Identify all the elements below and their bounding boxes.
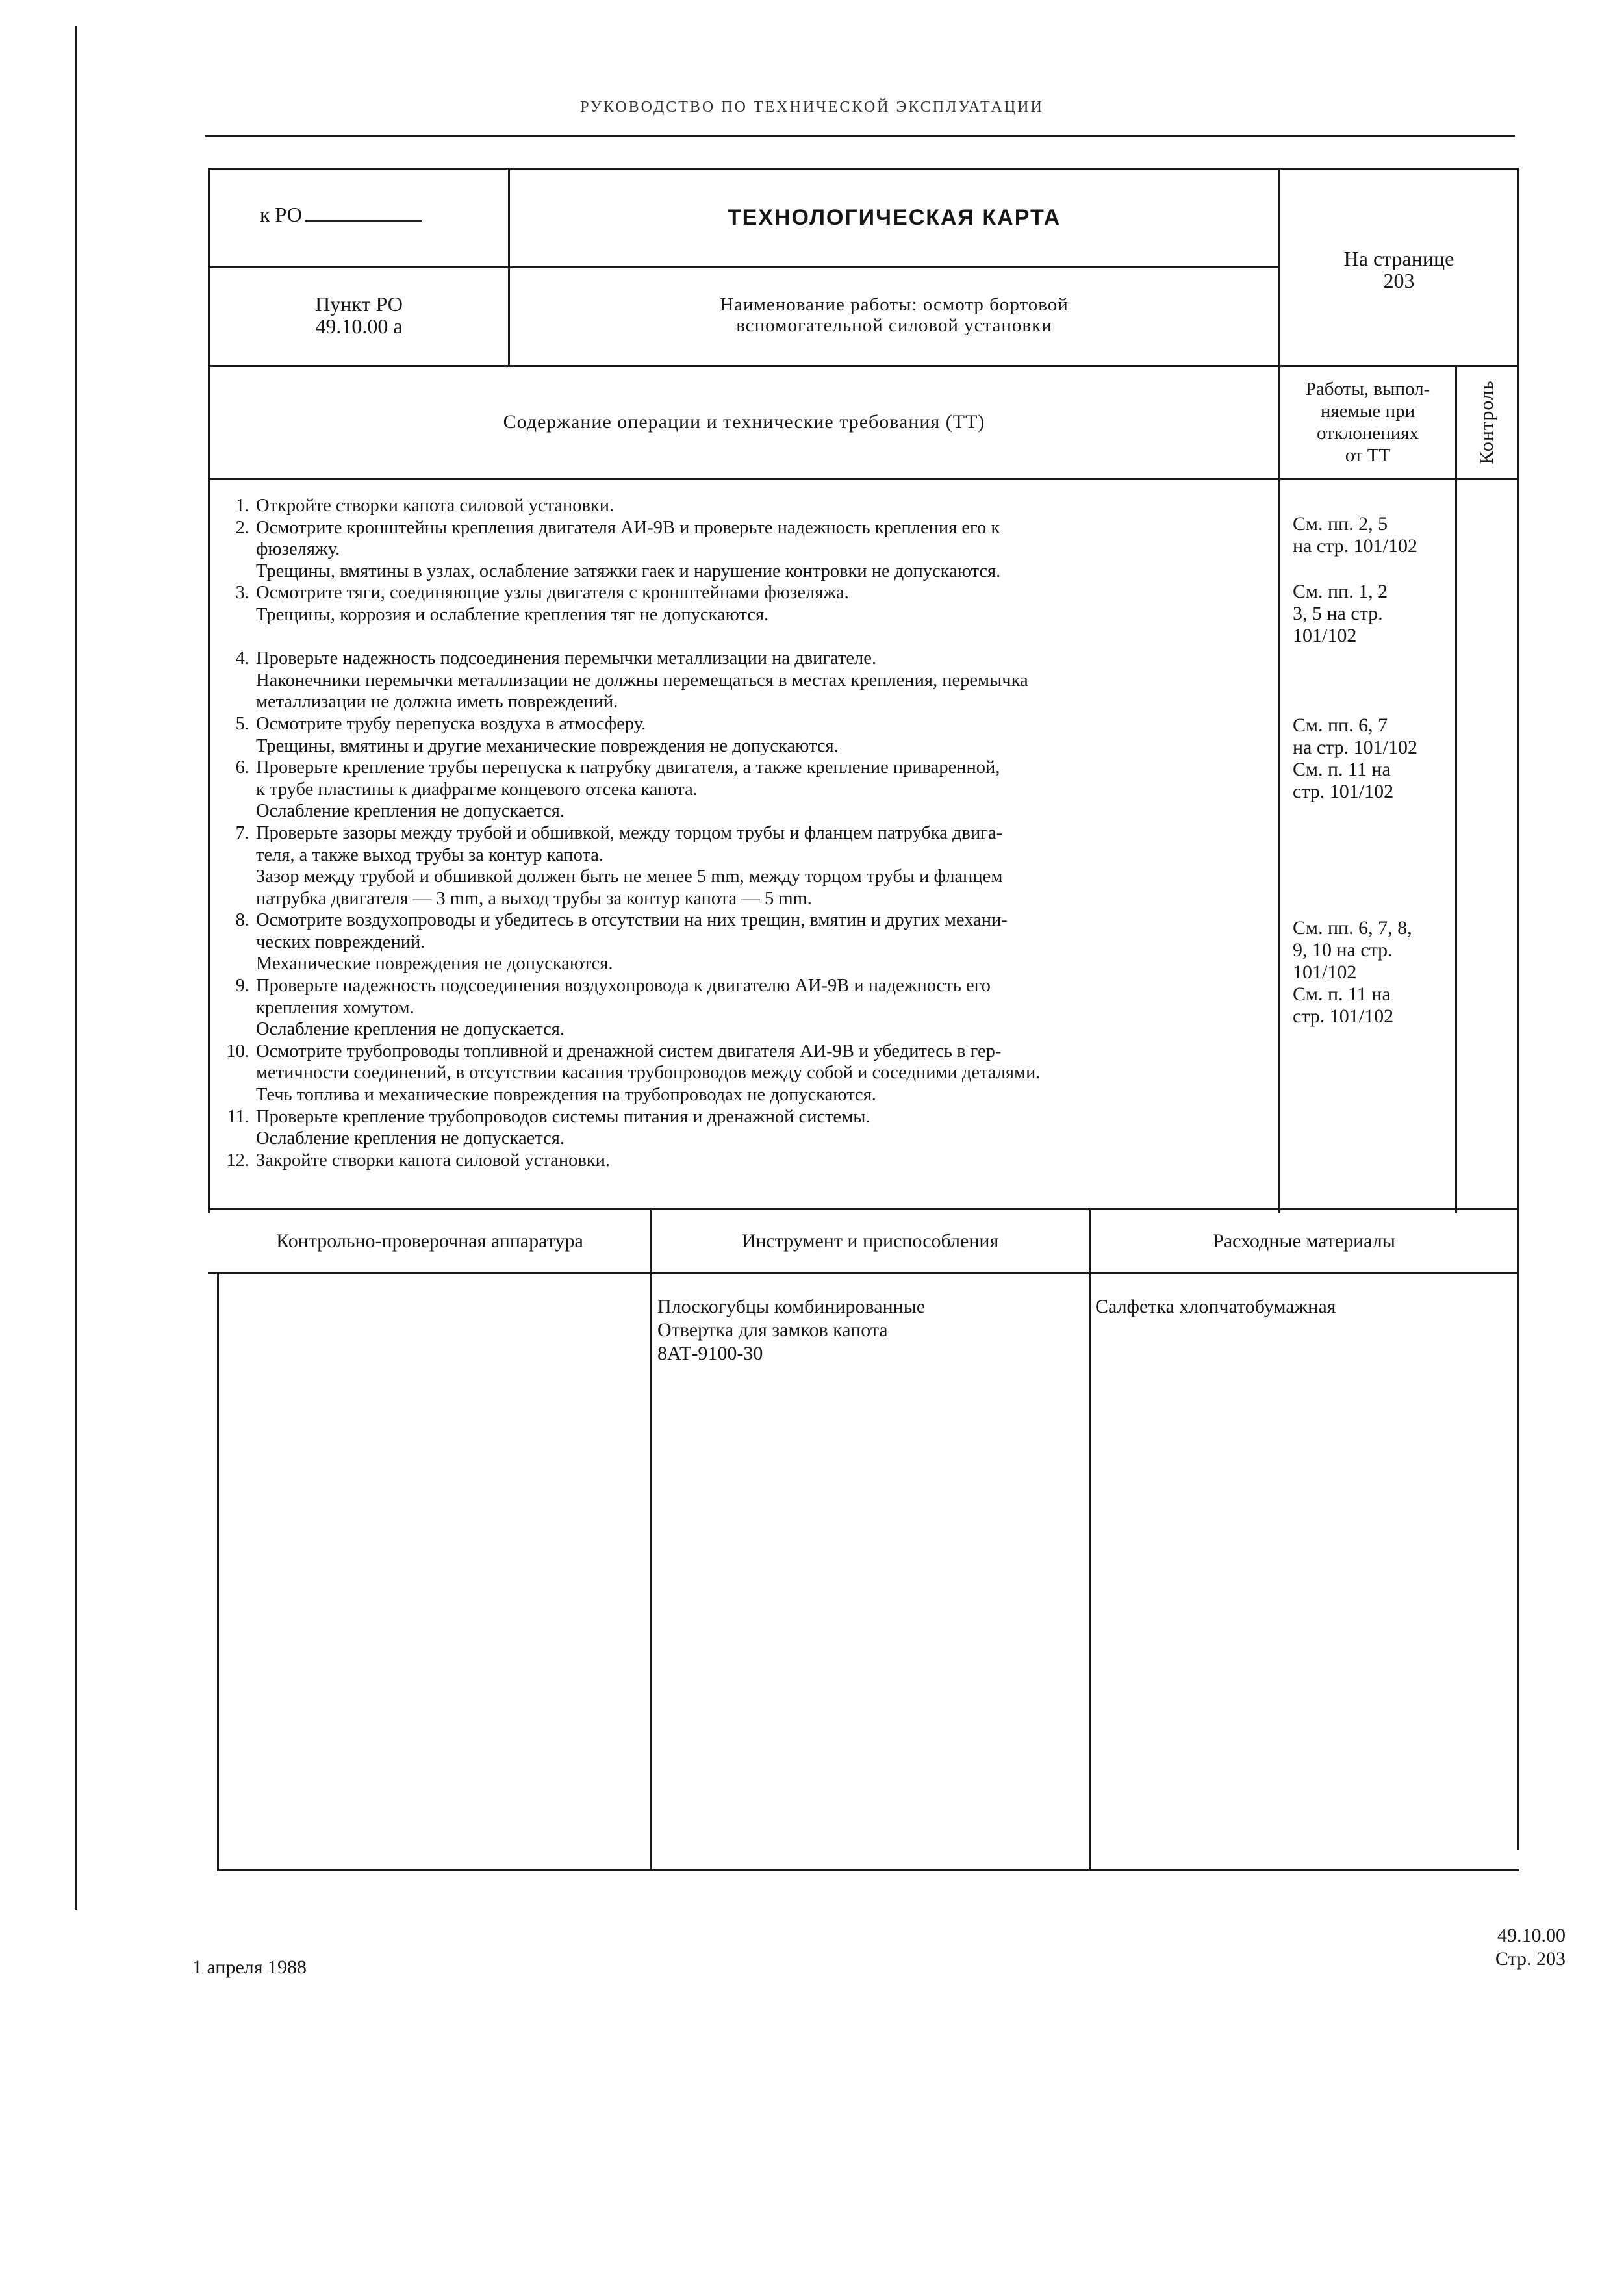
- op-number: 4.: [235, 648, 249, 669]
- op-text: Проверьте крепление трубы перепуска к патрубку двигателя, а также крепление приваренной,: [256, 757, 1000, 778]
- material-item: Салфетка хлопчатобумажная: [1095, 1296, 1336, 1317]
- deviation-column-header: [1280, 370, 1455, 474]
- page-label: На странице: [1343, 247, 1454, 270]
- operation-line: [216, 517, 1262, 539]
- operation-line: [216, 822, 1262, 844]
- operation-line: [216, 844, 1262, 867]
- op-text: Проверьте надежность подсоединения перемычки металлизации на двигателе.: [256, 648, 877, 669]
- card-top-border: [208, 168, 1519, 170]
- item-number: 49.10.00 а: [315, 314, 403, 338]
- tool-item: Отвертка для замков капота: [657, 1319, 888, 1341]
- op-text: Закройте створки капота силовой установки.: [256, 1150, 611, 1171]
- ro-label: к РО: [260, 203, 302, 226]
- op-number: 6.: [235, 757, 249, 778]
- binding-line: [75, 26, 77, 1910]
- footer-code: 49.10.00: [1497, 1925, 1566, 1946]
- equipment-header-bottom: [208, 1272, 1519, 1274]
- op-text: к трубе пластины к диафрагме концевого отсека капота.: [256, 779, 698, 800]
- op-text: Ослабление крепления не допускается.: [256, 1019, 565, 1040]
- reference-line: См. п. 11 на: [1293, 759, 1391, 780]
- op-number: 3.: [235, 583, 249, 603]
- op-text: Осмотрите воздухопроводы и убедитесь в отсутствии на них трещин, вмятин и других механи-: [256, 910, 1008, 931]
- equipment-divider-1: [650, 1208, 652, 1871]
- ro-reference: [260, 203, 468, 229]
- operations-list: [216, 495, 1262, 1171]
- deviation-header-line: няемые при: [1320, 401, 1415, 422]
- reference-line: См. пп. 6, 7: [1293, 715, 1388, 736]
- equipment-header-tools: Инструмент и приспособления: [741, 1230, 999, 1252]
- operation-line: [216, 582, 1262, 604]
- op-text: Осмотрите тяги, соединяющие узлы двигателя с кронштейнами фюзеляжа.: [256, 583, 849, 603]
- operation-line: [216, 866, 1262, 888]
- operation-line: [216, 538, 1262, 561]
- operation-line: [216, 1084, 1262, 1106]
- op-text: Трещины, коррозия и ослабление крепления тяг не допускаются.: [256, 604, 769, 625]
- operation-line: [216, 1128, 1262, 1150]
- reference-line: 3, 5 на стр.: [1293, 603, 1383, 624]
- op-text: Ослабление крепления не допускается.: [256, 1128, 565, 1149]
- operation-line: [216, 735, 1262, 757]
- operation-line: [216, 1106, 1262, 1128]
- operation-line: [216, 1019, 1262, 1041]
- reference-block: [1293, 715, 1475, 803]
- op-number: 9.: [235, 976, 249, 996]
- operation-line: [216, 953, 1262, 975]
- page-cell: [1280, 237, 1517, 302]
- op-text: крепления хомутом.: [256, 997, 414, 1018]
- op-text: ческих повреждений.: [256, 931, 425, 952]
- reference-line: 101/102: [1293, 625, 1357, 646]
- op-text: Трещины, вмятины в узлах, ослабление затяжки гаек и нарушение контровки не допускаются.: [256, 561, 1001, 581]
- op-text: Наконечники перемычки металлизации не должны перемещаться в местах крепления, перемычка: [256, 670, 1028, 690]
- deviation-header-line: отклонениях: [1316, 423, 1419, 444]
- reference-line: на стр. 101/102: [1293, 535, 1417, 557]
- op-text: фюзеляжу.: [256, 539, 340, 560]
- op-number: 11.: [227, 1106, 249, 1127]
- op-text: Течь топлива и механические повреждения на трубопроводах не допускаются.: [256, 1085, 876, 1106]
- op-number: 2.: [235, 517, 249, 538]
- reference-line: на стр. 101/102: [1293, 737, 1417, 758]
- tools-list: [657, 1295, 1080, 1365]
- work-name-cell: [510, 289, 1278, 341]
- operation-line: [216, 561, 1262, 583]
- op-number: 5.: [235, 713, 249, 734]
- tool-item: Плоскогубцы комбинированные: [657, 1296, 926, 1317]
- item-cell: [210, 286, 508, 344]
- control-header-text: Контроль: [1476, 380, 1497, 464]
- op-text: Откройте створки капота силовой установки.: [256, 496, 615, 516]
- operation-line: [216, 931, 1262, 954]
- op-text: Осмотрите трубопроводы топливной и дренажной систем двигателя АИ-9В и убедитесь в гер-: [256, 1041, 1002, 1061]
- op-text: Осмотрите кронштейны крепления двигателя АИ-9В и проверьте надежность крепления его к: [256, 517, 1000, 538]
- reference-line: стр. 101/102: [1293, 781, 1394, 802]
- operation-line: [216, 888, 1262, 910]
- op-text: метичности соединений, в отсутствии касания трубопроводов между собой и соседними деталями.: [256, 1063, 1041, 1083]
- operation-line: [216, 779, 1262, 801]
- card-bottom-border: [208, 365, 1519, 367]
- footer-date: 1 апреля 1988: [192, 1957, 307, 1978]
- op-number: 10.: [226, 1041, 249, 1061]
- columns-header-bottom: [208, 478, 1519, 480]
- operation-line: [216, 975, 1262, 997]
- equipment-left-border: [217, 1272, 219, 1871]
- equipment-header-materials: Расходные материалы: [1213, 1230, 1395, 1252]
- header-rule: [205, 135, 1515, 137]
- op-text: Проверьте зазоры между трубой и обшивкой, между торцом трубы и фланцем патрубка двига-: [256, 822, 1003, 843]
- ro-blank-line: [305, 205, 422, 222]
- operation-line: [216, 1062, 1262, 1084]
- op-text: Зазор между трубой и обшивкой должен быть не менее 5 mm, между торцом трубы и фланцем: [256, 867, 1003, 887]
- operation-line: [216, 1150, 1262, 1172]
- op-text: Проверьте крепление трубопроводов системы питания и дренажной системы.: [256, 1106, 870, 1127]
- op-number: 7.: [235, 822, 249, 843]
- reference-line: См. пп. 6, 7, 8,: [1293, 917, 1412, 939]
- op-text: патрубка двигателя — 3 mm, а выход трубы за контур капота — 5 mm.: [256, 888, 812, 909]
- page-number: 203: [1383, 269, 1415, 292]
- reference-line: стр. 101/102: [1293, 1006, 1394, 1027]
- deviation-header-line: Работы, выпол-: [1305, 379, 1430, 399]
- work-name-line-1: Наименование работы: осмотр бортовой: [720, 294, 1069, 315]
- operation-line: [216, 691, 1262, 713]
- card-title: ТЕХНОЛОГИЧЕСКАЯ КАРТА: [727, 205, 1061, 230]
- operation-line: [216, 626, 1262, 648]
- card-divider-2: [1278, 168, 1280, 1213]
- reference-line: 9, 10 на стр.: [1293, 939, 1393, 961]
- reference-line: См. пп. 2, 5: [1293, 513, 1388, 535]
- control-column-header: [1457, 367, 1517, 477]
- materials-list: [1095, 1295, 1511, 1319]
- operation-line: [216, 997, 1262, 1019]
- operation-line: [216, 1041, 1262, 1063]
- footer-doc-code: [1364, 1924, 1566, 1971]
- reference-line: См. п. 11 на: [1293, 983, 1391, 1005]
- work-name-line-2: вспомогательной силовой установки: [736, 315, 1052, 336]
- reference-line: 101/102: [1293, 961, 1357, 983]
- deviation-header-line: от ТТ: [1345, 445, 1391, 466]
- operation-line: [216, 648, 1262, 670]
- op-text: Проверьте надежность подсоединения воздухопровода к двигателю АИ-9В и надежность его: [256, 976, 991, 996]
- op-number: 8.: [235, 910, 249, 931]
- op-text: металлизации не должна иметь повреждений.: [256, 692, 618, 713]
- card-right-border: [1517, 168, 1519, 1850]
- operation-line: [216, 757, 1262, 779]
- op-number: 1.: [235, 496, 249, 516]
- item-label: Пункт РО: [315, 292, 403, 316]
- operation-line: [216, 713, 1262, 735]
- running-header: РУКОВОДСТВО ПО ТЕХНИЧЕСКОЙ ЭКСПЛУАТАЦИИ: [580, 99, 1044, 116]
- card-mid-border: [208, 266, 1280, 268]
- tool-item: 8АТ-9100-30: [657, 1343, 763, 1364]
- equipment-header-apparatus: Контрольно-проверочная аппаратура: [276, 1230, 583, 1252]
- operation-line: [216, 909, 1262, 931]
- operation-line: [216, 495, 1262, 517]
- op-number: 12.: [226, 1150, 249, 1171]
- op-text: Осмотрите трубу перепуска воздуха в атмосферу.: [256, 713, 646, 734]
- reference-block: [1293, 581, 1475, 647]
- reference-block: [1293, 513, 1475, 557]
- operation-line: [216, 670, 1262, 692]
- footer-page: Стр. 203: [1495, 1948, 1566, 1970]
- op-text: Трещины, вмятины и другие механические повреждения не допускаются.: [256, 735, 839, 756]
- op-text: теля, а также выход трубы за контур капота.: [256, 844, 604, 865]
- reference-line: См. пп. 1, 2: [1293, 581, 1388, 602]
- operation-line: [216, 800, 1262, 822]
- op-text: Ослабление крепления не допускается.: [256, 801, 565, 822]
- equipment-bottom-border: [217, 1869, 1519, 1871]
- operation-line: [216, 604, 1262, 626]
- op-text: Механические повреждения не допускаются.: [256, 954, 613, 974]
- content-column-header: Содержание операции и технические требования (ТТ): [503, 411, 985, 433]
- equipment-divider-2: [1089, 1208, 1091, 1871]
- reference-block: [1293, 917, 1475, 1028]
